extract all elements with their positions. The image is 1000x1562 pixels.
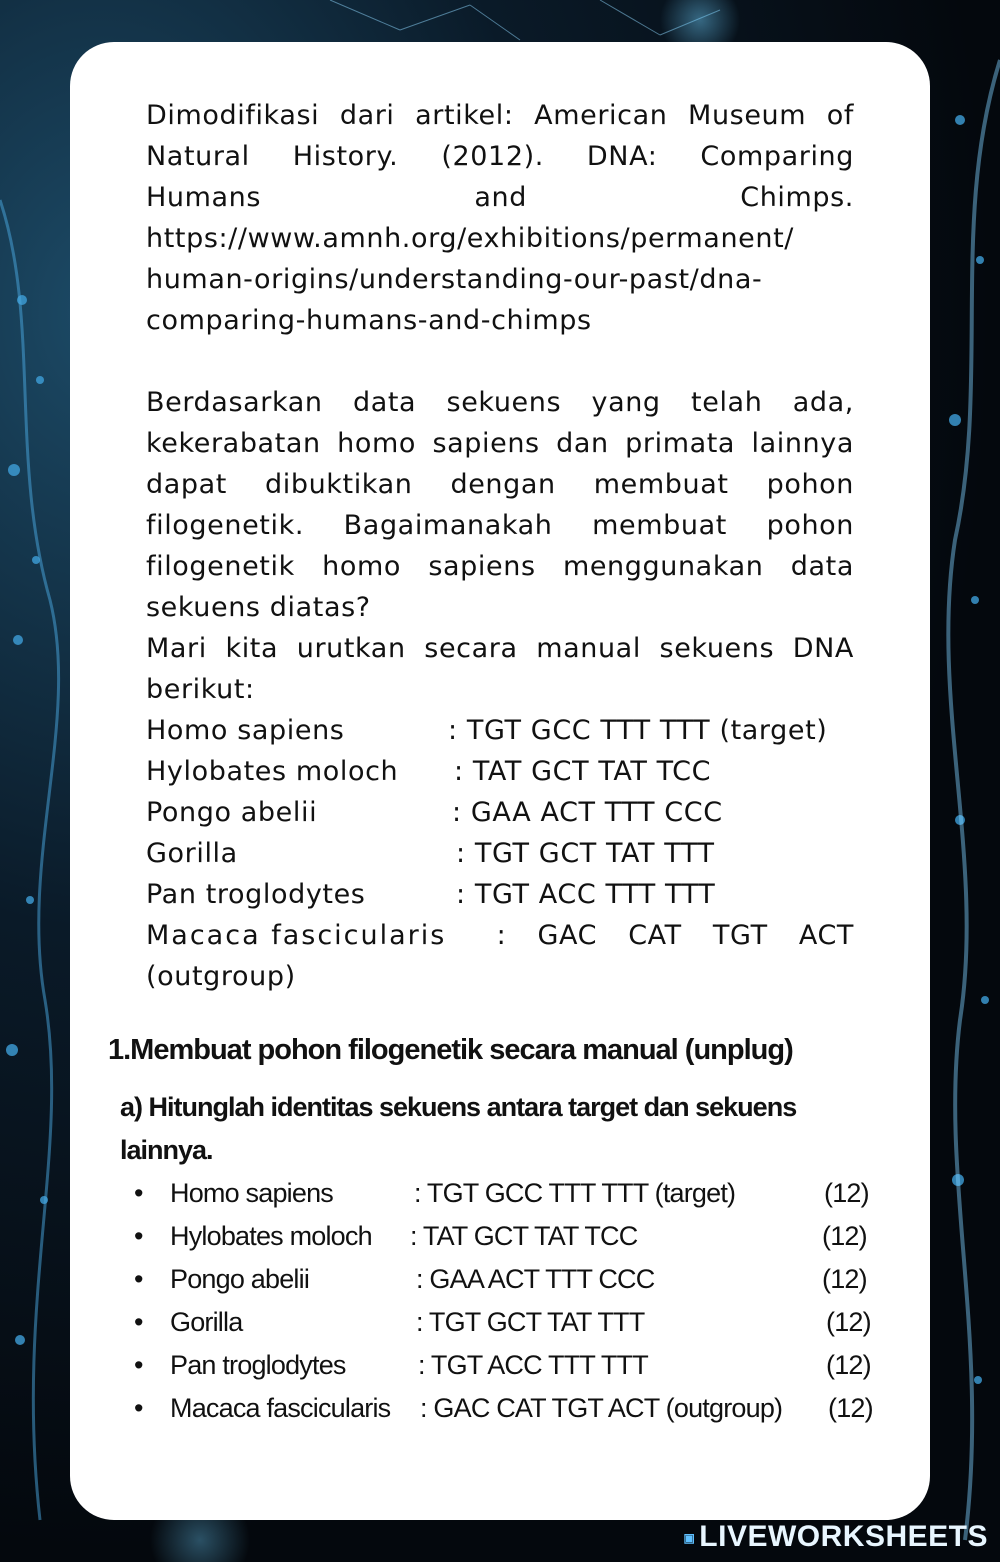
bullet-icon: • <box>134 1221 143 1251</box>
intro-paragraph: Berdasarkan data sekuens yang telah ada, kekerabatan homo sapiens dan primata lainnya dapat dibuktikan dengan membuat pohon filogenetik. Bagaimanakah membuat pohon filogenetik homo sapiens menggunakan data sekuens diatas? <box>146 387 854 623</box>
logo-mark-icon: ▣ <box>683 1531 696 1546</box>
sequence-value: : GAA ACT TTT CCC <box>416 1264 655 1294</box>
sequence-value: : TGT GCC TTT TTT (target) <box>448 715 828 746</box>
sequence-value: : GAC CAT TGT ACT <box>496 920 854 951</box>
source-citation <box>146 95 854 341</box>
citation-line: Humans and Chimps. <box>146 182 854 213</box>
identity-count: (12) <box>828 1393 873 1423</box>
species-name: Pongo abelii <box>146 797 318 828</box>
bullet-icon: • <box>134 1178 143 1208</box>
species-name: Macaca fascicularis <box>170 1393 391 1423</box>
species-name: Homo sapiens <box>146 715 345 746</box>
sequence-value: : TAT GCT TAT TCC <box>410 1221 638 1251</box>
logo-text: LIVEWORKSHEETS <box>699 1520 988 1553</box>
subsection-heading: a) Hitunglah identitas sekuens antara target dan sekuens <box>120 1092 797 1122</box>
identity-count: (12) <box>822 1221 867 1251</box>
liveworksheets-logo <box>683 1520 988 1554</box>
sequence-value: : TGT ACC TTT TTT <box>418 1350 648 1380</box>
bullet-icon: • <box>134 1307 143 1337</box>
identity-count: (12) <box>826 1307 871 1337</box>
citation-url-line: https://www.amnh.org/exhibitions/permanent/ <box>146 223 794 254</box>
identity-count: (12) <box>822 1264 867 1294</box>
citation-url-line: comparing-humans-and-chimps <box>146 305 592 336</box>
species-name: Hylobates moloch <box>146 756 399 787</box>
species-name: Homo sapiens <box>170 1178 333 1208</box>
intro-instruction: Mari kita urutkan secara manual sekuens DNA berikut: <box>146 633 854 705</box>
sequence-value: : GAC CAT TGT ACT (outgroup) <box>420 1393 783 1423</box>
outgroup-label: (outgroup) <box>146 961 296 992</box>
bullet-icon: • <box>134 1393 143 1423</box>
sequence-value: : TGT GCT TAT TTT <box>456 838 715 869</box>
species-name: Hylobates moloch <box>170 1221 372 1251</box>
sequence-value: : TGT GCT TAT TTT <box>416 1307 645 1337</box>
sequence-value: : TGT GCC TTT TTT (target) <box>414 1178 736 1208</box>
bullet-icon: • <box>134 1264 143 1294</box>
sequence-value: : TAT GCT TAT TCC <box>454 756 712 787</box>
species-name: Pongo abelii <box>170 1264 310 1294</box>
bullet-icon: • <box>134 1350 143 1380</box>
species-name: Pan troglodytes <box>170 1350 346 1380</box>
citation-line: Dimodifikasi dari artikel: American Museum of <box>146 100 854 131</box>
species-name: Gorilla <box>170 1307 243 1337</box>
identity-count: (12) <box>824 1178 869 1208</box>
species-name: Macaca fascicularis <box>146 920 447 951</box>
species-name: Pan troglodytes <box>146 879 366 910</box>
subsection-heading-continuation: lainnya. <box>120 1135 213 1165</box>
section-heading: 1.Membuat pohon filogenetik secara manual (unplug) <box>108 1034 793 1066</box>
sequence-value: : TGT ACC TTT TTT <box>456 879 716 910</box>
species-name: Gorilla <box>146 838 238 869</box>
identity-count: (12) <box>826 1350 871 1380</box>
citation-url-line: human-origins/understanding-our-past/dna- <box>146 264 763 295</box>
citation-line: Natural History. (2012). DNA: Comparing <box>146 141 854 172</box>
sequence-value: : GAA ACT TTT CCC <box>452 797 723 828</box>
